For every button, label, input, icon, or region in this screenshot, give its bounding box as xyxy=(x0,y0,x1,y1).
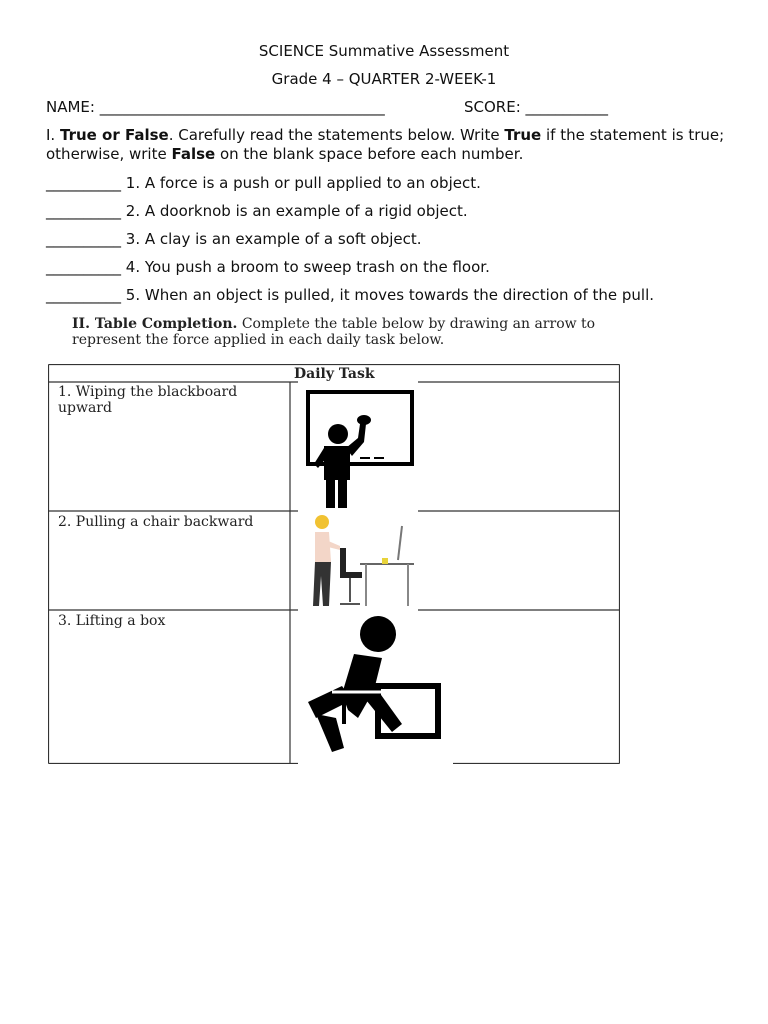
answer-blank[interactable]: __________ xyxy=(46,230,121,248)
question-item-2 xyxy=(46,202,468,220)
person-lifting-box-icon xyxy=(302,614,442,760)
person-pulling-chair-icon xyxy=(302,512,420,610)
daily-task-table xyxy=(48,364,620,764)
part1-heading: True or False xyxy=(59,126,169,144)
name-label: NAME: xyxy=(46,98,95,116)
question-text: 4. You push a broom to sweep trash on the floor. xyxy=(125,258,490,276)
score-label: SCORE: xyxy=(464,98,521,116)
score-field[interactable] xyxy=(464,98,608,116)
question-text: 5. When an object is pulled, it moves towards the direction of the pull. xyxy=(125,286,655,304)
score-blank[interactable]: ___________ xyxy=(525,98,609,116)
answer-blank[interactable]: __________ xyxy=(46,202,121,220)
name-blank[interactable]: ______________________________________ xyxy=(99,98,385,116)
task-row-3-label: 3. Lifting a box xyxy=(58,613,166,629)
part2-instructions: II. Table Completion. Complete the table below by drawing an arrow to represent the force applied in each daily task below. xyxy=(72,316,596,348)
question-text: 1. A force is a push or pull applied to an object. xyxy=(125,174,481,192)
part1-instructions: I. True or False. Carefully read the statements below. Write True if the statement is true; otherwise, write False on the blank space before each number. xyxy=(46,126,725,163)
question-text: 2. A doorknob is an example of a rigid object. xyxy=(125,202,468,220)
question-item-1 xyxy=(46,174,481,192)
answer-blank[interactable]: __________ xyxy=(46,174,121,192)
page-subtitle: Grade 4 – QUARTER 2-WEEK-1 xyxy=(271,70,497,88)
question-text: 3. A clay is an example of a soft object. xyxy=(125,230,422,248)
page-title: SCIENCE Summative Assessment xyxy=(258,42,510,60)
part2-heading: II. Table Completion. xyxy=(72,316,238,332)
task-row-2-label: 2. Pulling a chair backward xyxy=(58,514,254,530)
answer-blank[interactable]: __________ xyxy=(46,258,121,276)
name-field[interactable] xyxy=(46,98,385,116)
question-item-3 xyxy=(46,230,422,248)
table-header-daily-task: Daily Task xyxy=(294,366,375,382)
answer-blank[interactable]: __________ xyxy=(46,286,121,304)
question-item-4 xyxy=(46,258,490,276)
task-row-1-label: 1. Wiping the blackboard upward xyxy=(58,384,238,416)
person-wiping-blackboard-icon xyxy=(302,386,422,510)
question-item-5 xyxy=(46,286,654,304)
